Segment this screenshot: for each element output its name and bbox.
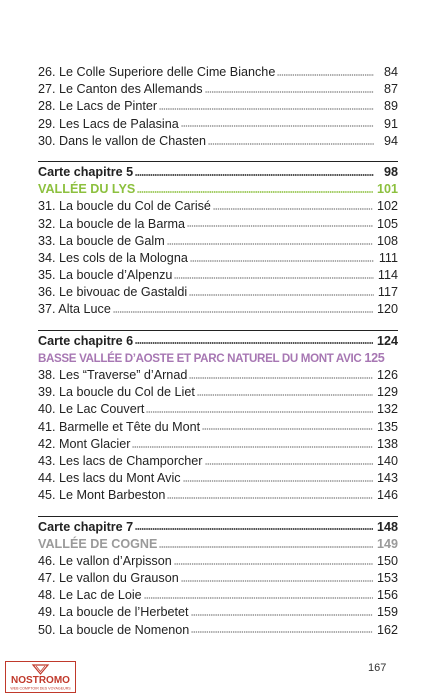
entry-title: 49. La boucle de l’Herbetet [38,605,189,620]
toc-entry[interactable] [38,233,398,250]
entry-title: 50. La boucle de Nomenon [38,622,190,637]
toc-entry[interactable] [38,301,398,318]
entry-page: 132 [376,402,398,417]
entry-title: 26. Le Colle Superiore delle Cime Bianche [38,65,276,79]
chapter-heading[interactable] [38,350,398,367]
entry-title: 30. Dans le vallon de Chasten [38,133,207,148]
entry-page: 102 [376,199,398,214]
entry-page: 94 [383,133,398,148]
entry-title: 42. Mont Glacier [38,436,131,451]
dot-leader [208,137,374,145]
toc-entry[interactable] [38,198,398,215]
toc-entry[interactable] [38,384,398,401]
entry-title: 44. Les lacs du Mont Avic [38,471,181,486]
toc-entry[interactable] [38,587,398,604]
entry-page: 108 [376,233,398,248]
entry-page: 138 [376,436,398,451]
entry-page: 105 [376,216,398,231]
entry-page: 87 [383,82,398,97]
toc-entry[interactable] [38,470,398,487]
toc-entry[interactable] [38,419,398,436]
dot-leader [277,68,374,76]
chapter-heading-title: BASSE VALLÉE D’AOSTE ET PARC NATUREL DU MONT AVIC [38,351,362,365]
dot-leader [191,626,373,634]
toc-entry[interactable] [38,98,398,115]
entry-title: 38. Les “Traverse” d’Arnad [38,368,188,382]
toc-entry[interactable] [38,250,398,267]
entry-title: 34. Les cols de la Mologna [38,250,188,265]
toc-entry[interactable] [38,401,398,418]
chapter-heading-title: VALLÉE DU LYS [38,182,136,197]
dot-leader [202,423,373,431]
chapter-map-title: Carte chapitre 7 [38,519,134,534]
dot-leader [181,120,374,128]
entry-title: 43. Les lacs de Champorcher [38,453,203,468]
entry-title: 46. Le vallon d’Arpisson [38,553,172,568]
chapter-map-title: Carte chapitre 6 [38,333,134,348]
entry-title: 33. La boucle de Galm [38,233,165,248]
dot-leader [135,523,373,531]
toc-entry[interactable] [38,622,398,639]
chapter-heading[interactable] [38,536,398,553]
entry-page: 153 [376,571,398,586]
dot-leader [183,474,373,482]
dot-leader [135,337,373,345]
toc-section-chapter-5 [38,161,398,319]
entry-page: 114 [377,268,398,283]
chapter-heading[interactable] [38,181,398,198]
nostromo-logo [5,661,76,693]
entry-page: 120 [376,302,398,317]
toc-entry[interactable] [38,216,398,233]
toc-entry[interactable] [38,81,398,98]
entry-title: 32. La boucle de la Barma [38,216,186,231]
entry-page: 156 [376,588,398,603]
entry-page: 91 [383,116,398,131]
toc-entry[interactable] [38,64,398,81]
dot-leader [144,591,373,599]
logo-tagline: WEB COMPTOIR DES VOYAGEURS [10,686,71,691]
entry-title: 35. La boucle d’Alpenzu [38,268,173,283]
dot-leader [167,491,373,499]
entry-title: 40. Le Lac Couvert [38,402,145,417]
entry-page: 84 [383,65,398,79]
entry-title: 48. Le Lac de Loie [38,588,142,603]
table-of-contents [38,64,398,639]
toc-entry[interactable] [38,267,398,284]
entry-page: 146 [376,488,398,503]
page-number: 167 [368,662,387,674]
entry-page: 143 [376,471,398,486]
dot-leader [135,168,374,176]
chapter-heading-page: 149 [376,536,398,551]
entry-page: 111 [378,250,398,265]
entry-page: 126 [376,368,398,382]
toc-entry[interactable] [38,570,398,587]
chapter-map-page: 98 [383,164,398,179]
toc-entry[interactable] [38,367,398,384]
toc-entry[interactable] [38,453,398,470]
dot-leader [137,185,373,193]
dot-leader [132,440,373,448]
toc-entry[interactable] [38,487,398,504]
entry-title: 28. Le Lacs de Pinter [38,99,158,114]
toc-section-chapter-7 [38,516,398,639]
chapter-map-title: Carte chapitre 5 [38,164,134,179]
dot-leader [213,202,373,210]
dot-leader [205,85,374,93]
toc-section-continued [38,64,398,150]
chapter-map-page: 124 [376,333,398,348]
chapter-heading-page: 101 [376,182,398,197]
entry-title: 27. Le Canton des Allemands [38,82,203,97]
entry-page: 140 [376,453,398,468]
toc-entry[interactable] [38,133,398,150]
dot-leader [167,237,373,245]
dot-leader [113,305,373,313]
entry-page: 89 [383,99,398,114]
toc-entry[interactable] [38,284,398,301]
chapter-map-entry[interactable] [38,333,398,350]
entry-page: 150 [376,553,398,568]
entry-title: 37. Alta Luce [38,302,111,317]
dot-leader [197,388,373,396]
entry-title: 29. Les Lacs de Palasina [38,116,179,131]
logo-name: NOSTROMO [11,675,70,686]
dot-leader [181,574,373,582]
entry-title: 31. La boucle du Col de Carisé [38,199,211,214]
entry-title: 47. Le vallon du Grauson [38,571,179,586]
toc-entry[interactable] [38,553,398,570]
dot-leader [191,608,373,616]
chapter-map-page: 148 [376,519,398,534]
chapter-map-entry[interactable] [38,164,398,181]
entry-page: 117 [377,285,398,300]
dot-leader [187,220,373,228]
entry-title: 41. Barmelle et Tête du Mont [38,419,201,434]
chapter-heading-title: VALLÉE DE COGNE [38,536,158,551]
dot-leader [174,271,373,279]
toc-entry[interactable] [38,116,398,133]
dot-leader [189,371,373,379]
toc-entry[interactable] [38,604,398,621]
dot-leader [189,288,374,296]
dot-leader [190,254,374,262]
entry-title: 36. Le bivouac de Gastaldi [38,285,188,300]
dot-leader [205,457,373,465]
entry-page: 129 [376,385,398,400]
entry-page: 159 [376,605,398,620]
chapter-heading-page: 125 [364,350,385,365]
toc-section-chapter-6 [38,330,398,505]
toc-entry[interactable] [38,436,398,453]
chapter-map-entry[interactable] [38,519,398,536]
entry-page: 162 [376,622,398,637]
entry-title: 39. La boucle du Col de Liet [38,385,195,400]
dot-leader [159,540,373,548]
dot-leader [146,405,373,413]
logo-emblem [6,662,75,692]
entry-title: 45. Le Mont Barbeston [38,488,166,503]
dot-leader [174,557,373,565]
entry-page: 135 [376,419,398,434]
dot-leader [159,102,374,110]
